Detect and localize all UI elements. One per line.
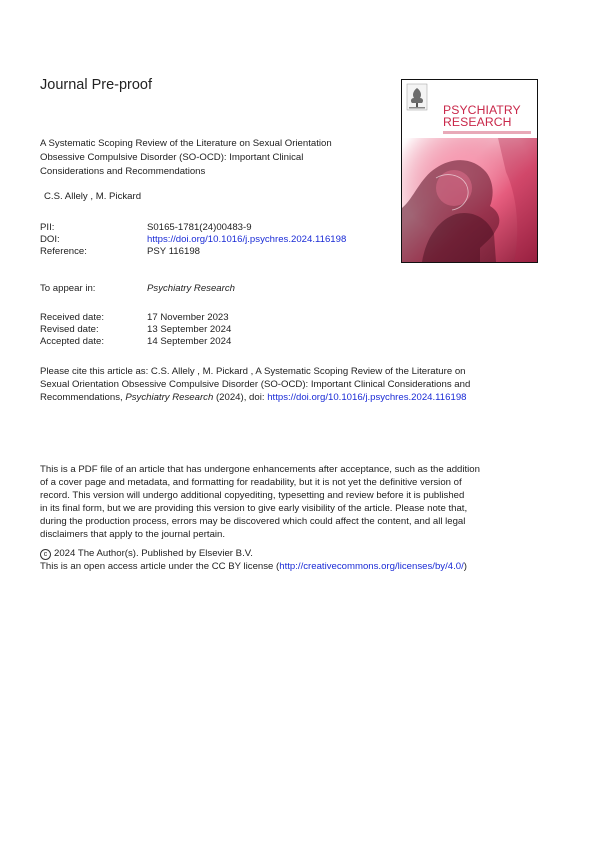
reference-value: PSY 116198 [147, 246, 200, 257]
title-line: Obsessive Compulsive Disorder (SO-OCD): Important Clinical [40, 152, 304, 163]
notice-line: of a cover page and metadata, and formatting for readability, but it is not yet the definitive version of [40, 477, 462, 488]
cover-subtitle-bar [443, 131, 531, 134]
reference-row [0, 246, 400, 258]
revised-label: Revised date: [40, 324, 99, 335]
doi-row [0, 234, 400, 246]
received-label: Received date: [40, 312, 104, 323]
received-value: 17 November 2023 [147, 312, 229, 323]
citation-line: Please cite this article as: C.S. Allely , M. Pickard , A Systematic Scoping Review of the Literature on [40, 366, 466, 377]
received-row [0, 312, 400, 324]
citation-line [40, 391, 560, 404]
license-block [40, 547, 560, 573]
cover-artwork [402, 138, 537, 262]
license-text: ) [463, 561, 467, 572]
article-title [40, 137, 390, 179]
license-text: This is an open access article under the CC BY license ( [40, 561, 280, 572]
notice-line: This is a PDF file of an article that has undergone enhancements after acceptance, such as the addition [40, 464, 480, 475]
notice-line: disclaimers that apply to the journal pertain. [40, 529, 226, 540]
license-link[interactable]: http://creativecommons.org/licenses/by/4.0/ [279, 561, 464, 572]
citation-block [40, 365, 560, 404]
copyright-text: 2024 The Author(s). Published by Elsevier B.V. [54, 548, 253, 559]
cover-title-line: RESEARCH [443, 115, 512, 130]
license-line [40, 560, 560, 573]
copyright-icon: c [40, 549, 51, 560]
citation-text: (2024), doi: [213, 392, 268, 403]
appear-label: To appear in: [40, 283, 96, 294]
notice-line: record. This version will undergo additional copyediting, typesetting and review before it is published [40, 490, 465, 501]
preproof-notice [40, 463, 560, 541]
elsevier-logo-icon [406, 83, 428, 111]
title-line: A Systematic Scoping Review of the Literature on Sexual Orientation [40, 138, 332, 149]
citation-line: Sexual Orientation Obsessive Compulsive Disorder (SO-OCD): Important Clinical Considerations and [40, 379, 471, 390]
journal-cover [401, 79, 538, 263]
cover-title [443, 104, 521, 129]
accepted-value: 14 September 2024 [147, 336, 232, 347]
appear-row [0, 283, 400, 295]
notice-line: in its final form, but we are providing this version to give early visibility of the article. Please note that, [40, 503, 468, 514]
notice-line: during the production process, errors may be discovered which could affect the content, and all legal [40, 516, 466, 527]
reference-label: Reference: [40, 246, 87, 257]
pii-value: S0165-1781(24)00483-9 [147, 222, 252, 233]
pii-label: PII: [40, 222, 55, 233]
doi-link[interactable]: https://doi.org/10.1016/j.psychres.2024.116198 [147, 234, 347, 245]
journal-name: Psychiatry Research [147, 283, 235, 294]
revised-value: 13 September 2024 [147, 324, 232, 335]
accepted-row [0, 336, 400, 348]
cover-title-line: PSYCHIATRY [443, 103, 521, 117]
revised-row [0, 324, 400, 336]
authors: C.S. Allely , M. Pickard [44, 191, 142, 202]
copyright-line [40, 547, 560, 560]
journal-preproof-label: Journal Pre-proof [40, 77, 153, 93]
title-line: Considerations and Recommendations [40, 166, 206, 177]
citation-journal: Psychiatry Research [125, 392, 214, 403]
accepted-label: Accepted date: [40, 336, 105, 347]
citation-text: Recommendations, [40, 392, 126, 403]
doi-label: DOI: [40, 234, 60, 245]
citation-doi-link[interactable]: https://doi.org/10.1016/j.psychres.2024.116198 [267, 392, 467, 403]
pii-row [0, 222, 400, 234]
